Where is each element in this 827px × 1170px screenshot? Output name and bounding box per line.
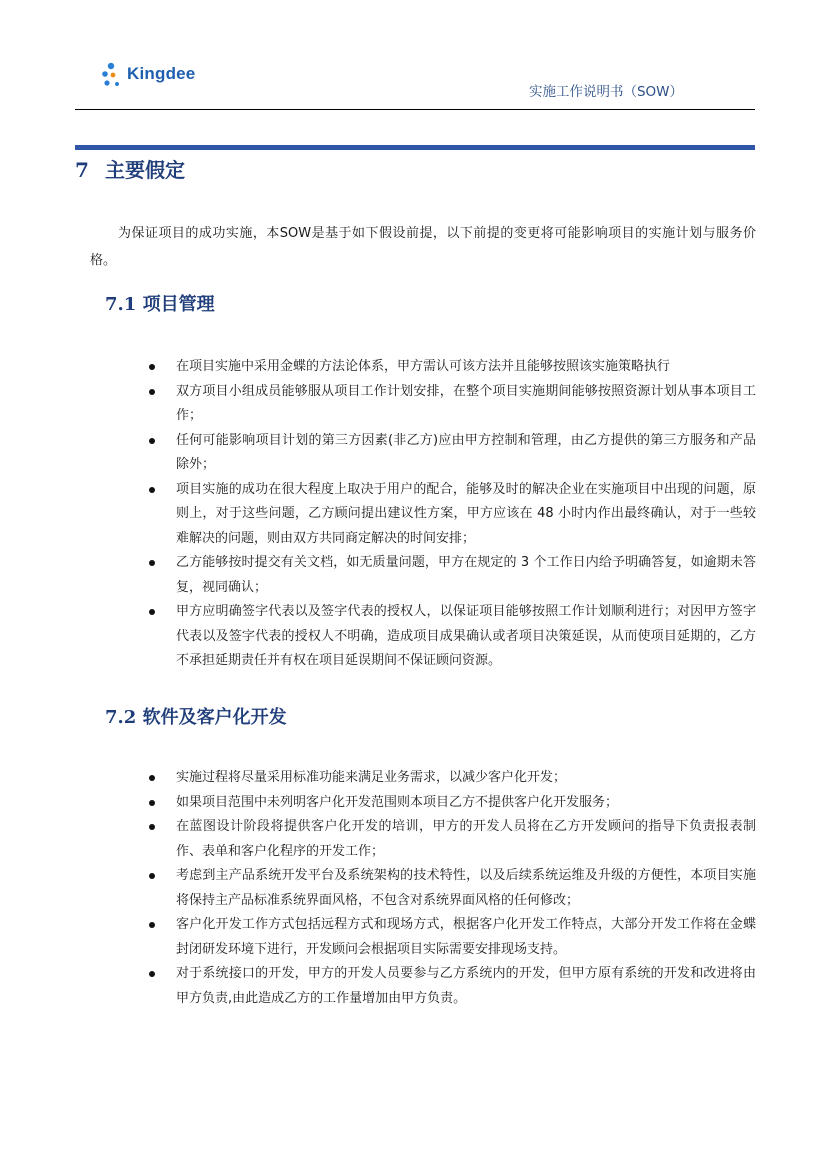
bullet-icon	[149, 609, 155, 615]
bullet-icon	[149, 438, 155, 444]
list-item: 双方项目小组成员能够服从项目工作计划安排，在整个项目实施期间能够按照资源计划从事本项目工作；	[140, 380, 756, 429]
bullet-icon	[149, 873, 155, 879]
section-number: 7	[75, 158, 89, 182]
list-item: 甲方应明确签字代表以及签字代表的授权人，以保证项目能够按照工作计划顺利进行；对因甲方签字代表以及签字代表的授权人不明确，造成项目成果确认或者项目决策延误，从而使项目延期的，乙方不承担延期责任并有权在项目延误期间不保证顾问资源。	[140, 600, 756, 674]
list-item: 实施过程将尽量采用标准功能来满足业务需求，以减少客户化开发；	[140, 766, 756, 791]
list-item: 对于系统接口的开发，甲方的开发人员要参与乙方系统内的开发，但甲方原有系统的开发和改进将由甲方负责,由此造成乙方的工作量增加由甲方负责。	[140, 962, 756, 1011]
logo-text: Kingdee	[127, 64, 196, 83]
kingdee-logo	[75, 52, 215, 96]
bullet-icon	[149, 800, 155, 806]
list-item: 项目实施的成功在很大程度上取决于用户的配合，能够及时的解决企业在实施项目中出现的问题，原则上，对于这些问题，乙方顾问提出建议性方案，甲方应该在 48 小时内作出最终确认，对于一些较难解决的问题，则由双方共同商定解决的时间安排；	[140, 478, 756, 552]
document-title: 实施工作说明书（SOW）	[528, 84, 683, 100]
bullet-icon	[149, 971, 155, 977]
bullet-icon	[149, 487, 155, 493]
list-item: 在项目实施中采用金蝶的方法论体系，甲方需认可该方法并且能够按照该实施策略执行	[140, 355, 756, 380]
assumption-list-project-management	[140, 355, 756, 674]
page-header	[75, 52, 755, 110]
subsection-heading-7-1: 7.1 项目管理	[105, 294, 215, 315]
intro-paragraph: 为保证项目的成功实施，本SOW是基于如下假设前提，以下前提的变更将可能影响项目的实施计划与服务价格。	[90, 226, 756, 268]
assumption-list-software-development	[140, 766, 756, 1011]
section-heading	[75, 154, 185, 183]
bullet-icon	[149, 775, 155, 781]
list-item: 客户化开发工作方式包括远程方式和现场方式，根据客户化开发工作特点，大部分开发工作将在金蝶封闭研发环境下进行，开发顾问会根据项目实际需要安排现场支持。	[140, 913, 756, 962]
header-divider	[75, 109, 755, 110]
list-item: 在蓝图设计阶段将提供客户化开发的培训，甲方的开发人员将在乙方开发顾问的指导下负责报表制作、表单和客户化程序的开发工作；	[140, 815, 756, 864]
bullet-icon	[149, 364, 155, 370]
bullet-icon	[149, 389, 155, 395]
list-item: 考虑到主产品系统开发平台及系统架构的技术特性，以及后续系统运维及升级的方便性，本项目实施将保持主产品标准系统界面风格，不包含对系统界面风格的任何修改；	[140, 864, 756, 913]
section-title: 主要假定	[105, 158, 185, 182]
bullet-icon	[149, 824, 155, 830]
logo-dots-icon	[102, 60, 126, 90]
bullet-icon	[149, 922, 155, 928]
bullet-icon	[149, 560, 155, 566]
list-item: 如果项目范围中未列明客户化开发范围则本项目乙方不提供客户化开发服务；	[140, 791, 756, 816]
subsection-heading-7-2: 7.2 软件及客户化开发	[105, 707, 287, 728]
list-item: 乙方能够按时提交有关文档，如无质量问题，甲方在规定的 3 个工作日内给予明确答复，如逾期未答复，视同确认；	[140, 551, 756, 600]
list-item: 任何可能影响项目计划的第三方因素(非乙方)应由甲方控制和管理，由乙方提供的第三方服务和产品除外；	[140, 429, 756, 478]
section-bar	[75, 145, 755, 150]
